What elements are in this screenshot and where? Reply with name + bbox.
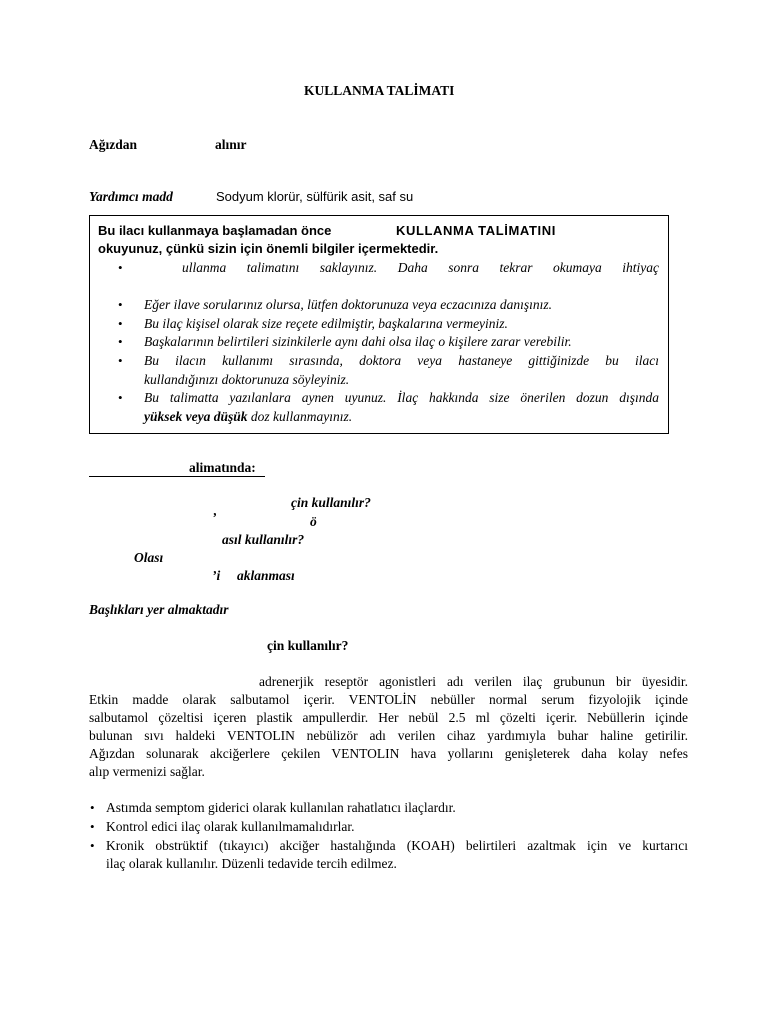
warning-bullet-6-tail: doz kullanmayınız. bbox=[250, 409, 353, 424]
section1-para-line: alıp vermenizi sağlar. bbox=[89, 764, 205, 779]
bullet-icon: • bbox=[90, 838, 95, 853]
warning-bullet-3: Bu ilaç kişisel olarak size reçete edilmiştir, başkalarına vermeyiniz. bbox=[144, 316, 508, 331]
warning-bullet-6: Bu talimatta yazılanlara aynen uyunuz. İlaç hakkında size önerilen dozun dışında bbox=[144, 390, 659, 405]
contents-item-2-char: ö bbox=[310, 514, 317, 529]
section1-bullet-3-cont: ilaç olarak kullanılır. Düzenli tedavide tercih edilmez. bbox=[106, 856, 397, 871]
excipients-value: Sodyum klorür, sülfürik asit, saf su bbox=[216, 189, 414, 204]
contents-item-3: asıl kullanılır? bbox=[222, 532, 305, 547]
warning-bullet-2: Eğer ilave sorularınız olursa, lütfen doktorunuza veya eczacınıza danışınız. bbox=[144, 297, 552, 312]
bullet-icon: • bbox=[90, 800, 95, 815]
bullet-icon: • bbox=[90, 819, 95, 834]
section1-bullet-3: Kronik obstrüktif (tıkayıcı) akciğer hastalığında (KOAH) belirtileri azaltmak için ve kurtarıcı bbox=[106, 838, 688, 853]
contents-item-5: aklanması bbox=[237, 568, 295, 583]
warning-bullet-6-cont bbox=[144, 408, 352, 426]
route-label: Ağızdan bbox=[89, 137, 138, 152]
excipients-label: Yardımcı madd bbox=[89, 189, 173, 204]
contents-item-2-mark: ’ bbox=[212, 510, 217, 525]
warning-intro-a: Bu ilacı kullanmaya başlamadan önce bbox=[98, 223, 332, 238]
contents-item-4: Olası bbox=[134, 550, 164, 565]
warning-bullet-1: ullanma talimatını saklayınız. Daha sonra tekrar okumaya ihtiyaç bbox=[182, 260, 659, 275]
warning-bullet-4: Başkalarının belirtileri sizinkilerle aynı dahi olsa ilaç o kişilere zarar verebilir. bbox=[144, 334, 572, 349]
bullet-icon: • bbox=[118, 353, 123, 368]
emphasis-text: yüksek veya düşük bbox=[144, 409, 248, 424]
warning-intro-line2: okuyunuz, çünkü sizin için önemli bilgiler içermektedir. bbox=[98, 241, 439, 256]
bullet-icon: • bbox=[118, 334, 123, 349]
section1-para-line: adrenerjik reseptör agonistleri adı verilen ilaç grubunun bir üyesidir. bbox=[259, 674, 688, 689]
bullet-icon: • bbox=[118, 390, 123, 405]
warning-intro-b: KULLANMA TALİMATINI bbox=[396, 223, 556, 238]
contents-item-5-mark: ’i bbox=[212, 568, 221, 583]
warning-bullet-5: Bu ilacın kullanımı sırasında, doktora veya hastaneye gittiğinizde bu ilacı bbox=[144, 353, 659, 368]
section1-para-line: bulunan sıvı haldeki VENTOLIN nebülizör adı verilen cihaz yardımıyla buhar haline getirilir. bbox=[89, 728, 688, 743]
section1-para-line: Etkin madde olarak salbutamol içerir. VENTOLİN nebüller normal serum fizyolojik içinde bbox=[89, 692, 688, 707]
section1-bullet-1: Astımda semptom giderici olarak kullanılan rahatlatıcı ilaçlardır. bbox=[106, 800, 456, 815]
headings-note: Başlıkları yer almaktadır bbox=[89, 602, 229, 617]
bullet-icon: • bbox=[118, 260, 123, 275]
page-title: KULLANMA TALİMATI bbox=[304, 83, 455, 98]
bullet-icon: • bbox=[118, 297, 123, 312]
section1-heading: çin kullanılır? bbox=[267, 638, 349, 653]
section1-bullet-2: Kontrol edici ilaç olarak kullanılmamalıdırlar. bbox=[106, 819, 355, 834]
route-value: alınır bbox=[215, 137, 247, 152]
contents-heading: alimatında: bbox=[189, 460, 256, 475]
bullet-icon: • bbox=[118, 316, 123, 331]
contents-item-1: çin kullanılır? bbox=[291, 495, 371, 510]
section1-para-line: salbutamol çözeltisi içeren plastik ampullerdir. Her nebül 2.5 ml çözelti içerir. Nebüllerin içinde bbox=[89, 710, 688, 725]
section1-para-line: Ağızdan solunarak akciğerlere çekilen VENTOLIN hava yollarını genişleterek daha kolay nefes bbox=[89, 746, 688, 761]
warning-bullet-5-cont: kullandığınızı doktorunuza söyleyiniz. bbox=[144, 372, 350, 387]
